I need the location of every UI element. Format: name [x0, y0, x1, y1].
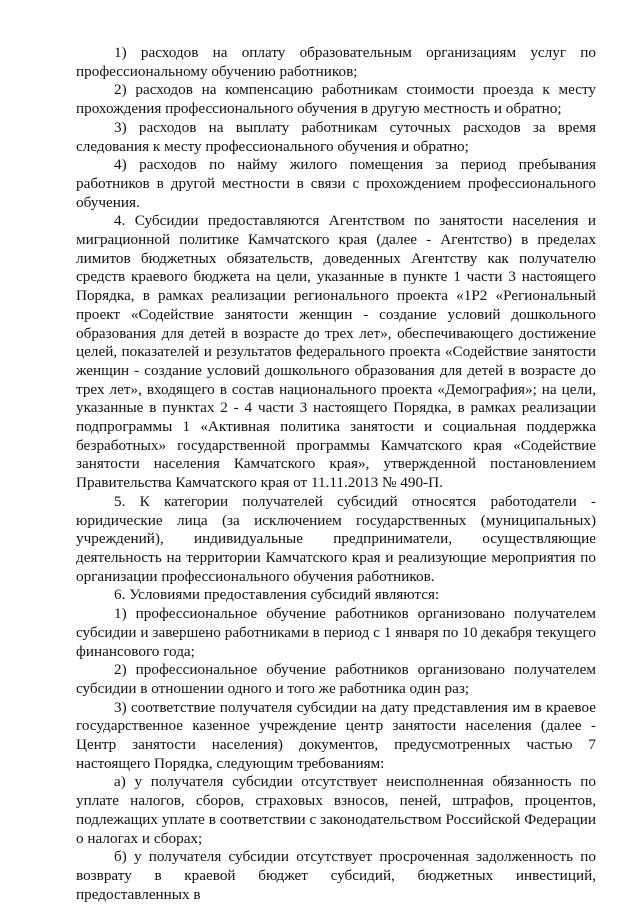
paragraph-11: а) у получателя субсидии отсутствует неисполненная обязанность по уплате налогов, сборов, страховых взносов, пеней, штрафов, процентов, подлежащих уплате в соответствии с законодательством Российской Федерации о налогах и сборах;: [76, 773, 596, 847]
paragraph-10: 3) соответствие получателя субсидии на дату представления им в краевое государственное казенное учреждение центр занятости населения (далее - Центр занятости населения) документов, предусмотренных частью 7 настоящего Порядка, следующим требованиям:: [76, 698, 596, 772]
paragraph-2: 2) расходов на компенсацию работникам стоимости проезда к месту прохождения профессионального обучения в другую местность и обратно;: [76, 81, 596, 118]
paragraph-5: 4. Субсидии предоставляются Агентством по занятости населения и миграционной политике Камчатского края (далее - Агентство) в пределах лимитов бюджетных обязательств, доведенных Агентству как получателю средств краевого бюджета на цели, указанные в пункте 1 части 3 настоящего Порядка, в рамках реализации регионального проекта «1Р2 «Региональный проект «Содействие занятости женщин - создание условий дошкольного образования для детей в возрасте до трех лет», обеспечивающего достижение целей, показателей и результатов федерального проекта «Содействие занятости женщин - создание условий дошкольного образования для детей в возрасте до трех лет», входящего в состав национального проекта «Демография»; на цели, указанные в пунктах 2 - 4 части 3 настоящего Порядка, в рамках реализации подпрограммы 1 «Активная политика занятости и социальная поддержка безработных» государственной программы Камчатского края «Содействие занятости населения Камчатского края», утвержденной постановлением Правительства Камчатского края от 11.11.2013 № 490-П.: [76, 212, 596, 492]
paragraph-4: 4) расходов по найму жилого помещения за период пребывания работников в другой местности в связи с прохождением профессионального обучения.: [76, 156, 596, 211]
paragraph-7: 6. Условиями предоставления субсидий являются:: [114, 586, 440, 604]
paragraph-9: 2) профессиональное обучение работников организовано получателем субсидии в отношении одного и того же работника один раз;: [76, 661, 596, 697]
paragraph-1: 1) расходов на оплату образовательным организациям услуг по профессиональному обучению работников;: [76, 44, 596, 80]
paragraph-3: 3) расходов на выплату работникам суточных расходов за время следования к месту профессионального обучения и обратно;: [76, 118, 596, 155]
paragraph-6: 5. К категории получателей субсидий относятся работодатели - юридические лица (за исключением государственных (муниципальных) учреждений), индивидуальные предприниматели, осуществляющие деятельность на территории Камчатского края и реализующие мероприятия по организации профессионального обучения работников.: [76, 492, 596, 585]
paragraph-8: 1) профессиональное обучение работников организовано получателем субсидии и завершено работниками в период с 1 января по 10 декабря текущего финансового года;: [76, 605, 596, 660]
paragraph-12: б) у получателя субсидии отсутствует просроченная задолженность по возврату в краевой бюджет субсидий, бюджетных инвестиций, предоставленных в: [76, 848, 596, 903]
